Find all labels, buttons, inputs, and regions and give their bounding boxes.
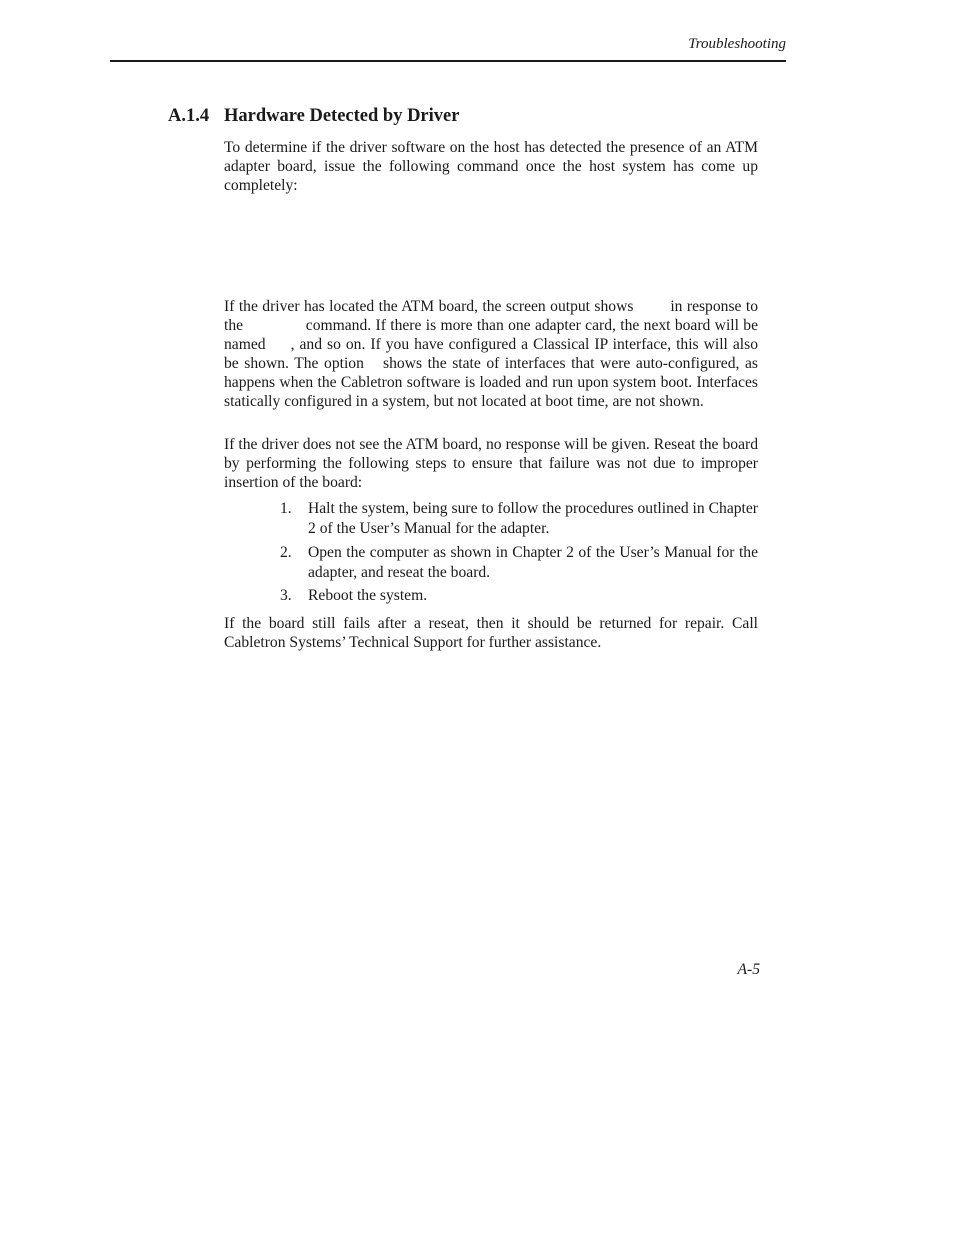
not-detected-paragraph: If the driver does not see the ATM board, no response will be given. Reseat the board by performing the following steps to ensure that failure was not due to improper insertion of the board: <box>224 436 758 491</box>
list-text: Reboot the system. <box>308 587 428 604</box>
header-rule <box>110 60 786 62</box>
list-text: Halt the system, being sure to follow the procedures outlined in Chapter 2 of the User’s Manual for the adapter. <box>308 500 758 537</box>
section-title: Hardware Detected by Driver <box>224 106 460 126</box>
detected-paragraph <box>224 297 758 411</box>
list-number: 1. <box>280 500 292 517</box>
list-item <box>280 586 758 606</box>
list-text: Open the computer as shown in Chapter 2 of the User’s Manual for the adapter, and reseat the board. <box>308 544 758 581</box>
intro-paragraph: To determine if the driver software on the host has detected the presence of an ATM adapter board, issue the following command once the host system has come up completely: <box>224 139 758 194</box>
running-head: Troubleshooting <box>688 36 786 52</box>
section-number: A.1.4 <box>168 106 210 126</box>
list-number: 2. <box>280 544 292 561</box>
detected-text-1: If the driver has located the ATM board, the screen output shows <box>224 298 634 315</box>
detected-text-2: in response to the <box>224 298 758 334</box>
list-number: 3. <box>280 587 292 604</box>
page-number: A-5 <box>737 961 760 978</box>
list-item <box>280 543 758 582</box>
detected-text-4: , and so on. If you have configured a Classical IP interface, this will also be shown. The option <box>224 336 759 372</box>
section-heading <box>168 106 459 127</box>
detected-text-3: command. If there is more than one adapter card, the next board will be named <box>224 317 759 353</box>
detected-text-5: shows the state of interfaces that were auto-configured, as happens when the Cabletron software is loaded and run upon system boot. Interfaces statically configured in a system, but not located at boot time, are not shown. <box>224 355 758 410</box>
repair-paragraph: If the board still fails after a reseat, then it should be returned for repair. Call Cabletron Systems’ Technical Support for further assistance. <box>224 615 758 651</box>
list-item <box>280 499 758 538</box>
